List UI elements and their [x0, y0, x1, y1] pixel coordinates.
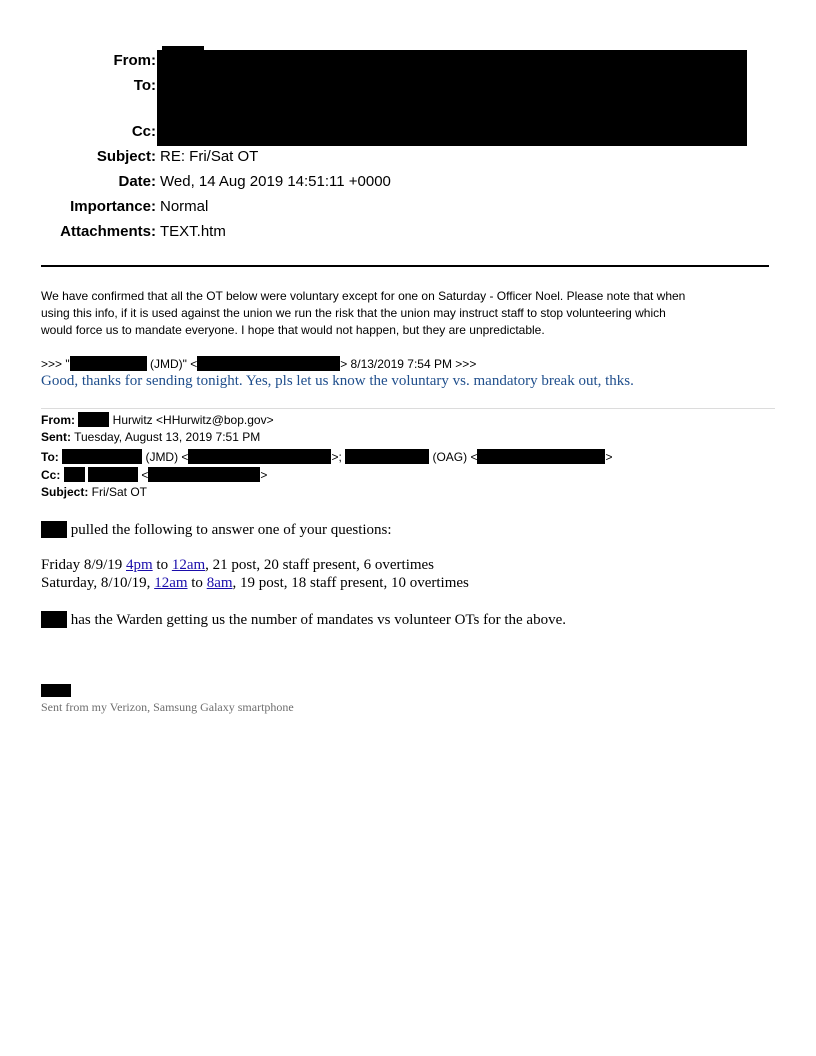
body-paragraph: [41, 288, 766, 339]
saturday-to: to: [187, 575, 207, 591]
warden-line: [41, 611, 566, 629]
redacted-from-name: [78, 412, 109, 427]
from-label: From:: [113, 52, 156, 69]
redacted-to-email-2: [477, 449, 605, 464]
redacted-recipients-block: [157, 50, 747, 146]
fwd-from-line: [41, 412, 274, 427]
fwd-from-value: Hurwitz <HHurwitz@bop.gov>: [109, 413, 274, 427]
saturday-line: [41, 575, 469, 592]
saturday-stats: , 19 post, 18 staff present, 10 overtimes: [232, 575, 469, 591]
date-label: Date:: [118, 173, 156, 190]
quote-header: [41, 356, 476, 371]
friday-text: Friday 8/9/19: [41, 557, 126, 573]
fwd-sent-label: Sent:: [41, 430, 71, 444]
intro-text: pulled the following to answer one of your questions:: [67, 522, 392, 538]
to-label: To:: [133, 77, 156, 94]
fwd-sent-line: [41, 430, 260, 444]
fwd-to-label: To:: [41, 450, 59, 464]
friday-stats: , 21 post, 20 staff present, 6 overtimes: [205, 557, 435, 573]
fwd-sent-value: Tuesday, August 13, 2019 7:51 PM: [71, 430, 261, 444]
attachments-label: Attachments:: [60, 223, 156, 240]
warden-text: has the Warden getting us the number of mandates vs volunteer OTs for the above.: [67, 612, 566, 628]
saturday-text: Saturday, 8/10/19,: [41, 575, 155, 591]
friday-line: [41, 557, 434, 574]
header-divider: [41, 265, 769, 267]
quote-suffix: > 8/13/2019 7:54 PM >>>: [340, 357, 477, 371]
fwd-to-line: [41, 449, 613, 464]
fwd-cc-end: >: [260, 468, 268, 482]
signature-line: Sent from my Verizon, Samsung Galaxy smartphone: [41, 700, 294, 714]
redacted-cc-email: [148, 467, 260, 482]
subject-label: Subject:: [96, 148, 156, 165]
redacted-to-name-1: [62, 449, 142, 464]
fwd-cc-line: [41, 467, 267, 482]
fwd-subject-line: [41, 485, 147, 499]
friday-to: to: [152, 557, 172, 573]
time-link-8am[interactable]: 8am: [206, 575, 233, 591]
fwd-cc-label: Cc:: [41, 468, 61, 482]
redacted-to-name-2: [345, 449, 429, 464]
subject-value: RE: Fri/Sat OT: [160, 148, 259, 165]
redacted-email: [197, 356, 340, 371]
redacted-signature-name: [41, 684, 71, 697]
redacted-cc-name-1: [64, 467, 85, 482]
cc-label: Cc:: [131, 123, 156, 140]
fwd-to-jmd: (JMD) <: [142, 450, 189, 464]
redacted-from-tab: [162, 46, 204, 52]
redacted-cc-name-2: [88, 467, 138, 482]
quote-jmd: (JMD)" <: [146, 357, 198, 371]
body-line-1: We have confirmed that all the OT below were voluntary except for one on Saturday - Officer Noel. Please note that when: [41, 289, 686, 303]
body-line-3: would force us to mandate everyone. I hope that would not happen, but they are unpredictable.: [41, 323, 545, 337]
fwd-to-sep: >;: [331, 450, 346, 464]
redacted-name: [70, 356, 147, 371]
fwd-cc-open: <: [138, 468, 149, 482]
fwd-to-end: >: [605, 450, 613, 464]
forward-divider: [41, 408, 775, 409]
importance-value: Normal: [160, 198, 209, 215]
attachments-value[interactable]: TEXT.htm: [160, 223, 226, 240]
time-link-4pm[interactable]: 4pm: [126, 557, 153, 573]
fwd-to-oag: (OAG) <: [429, 450, 478, 464]
body-line-2: using this info, if it is used against the union we run the risk that the union may instruct staff to stop volunteering which: [41, 306, 666, 320]
redacted-sender: [41, 521, 67, 538]
time-link-12am[interactable]: 12am: [171, 557, 206, 573]
fwd-subject-label: Subject:: [41, 485, 89, 499]
time-link-12am-sat[interactable]: 12am: [154, 575, 188, 591]
fwd-from-label: From:: [41, 413, 75, 427]
importance-label: Importance:: [70, 198, 156, 215]
redacted-warden-sender: [41, 611, 67, 628]
intro-line: [41, 521, 392, 539]
redacted-to-email-1: [188, 449, 331, 464]
quote-reply: Good, thanks for sending tonight. Yes, pls let us know the voluntary vs. mandatory break out, thks.: [41, 373, 634, 389]
fwd-subject-value: Fri/Sat OT: [88, 485, 148, 499]
quote-prefix: >>> ": [41, 357, 70, 371]
date-value: Wed, 14 Aug 2019 14:51:11 +0000: [160, 173, 391, 190]
